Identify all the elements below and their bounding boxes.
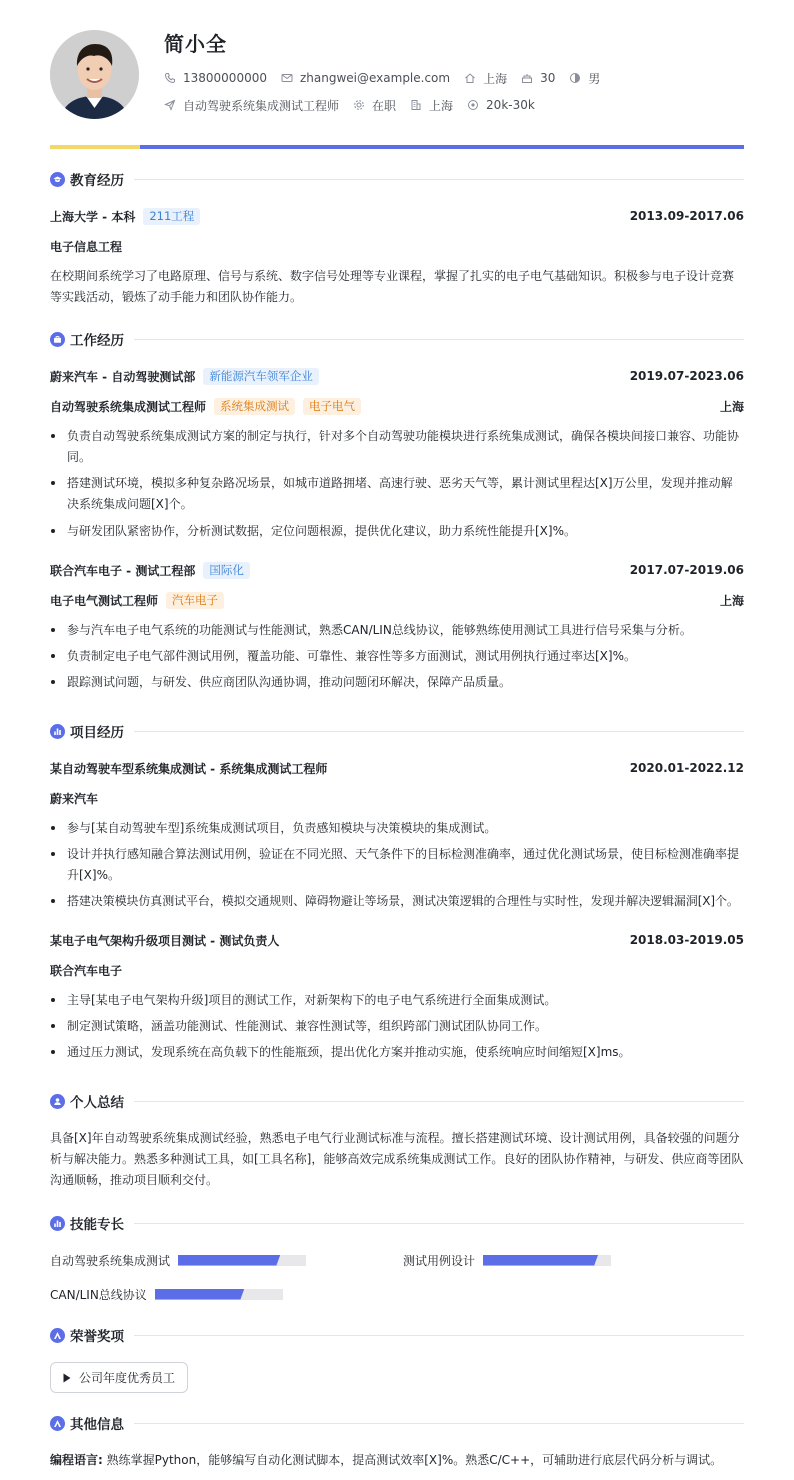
section-rule <box>134 1223 744 1224</box>
skill-bar-fill <box>178 1255 280 1266</box>
skill-item <box>50 1286 283 1302</box>
section-education <box>50 170 744 188</box>
send-icon <box>164 99 176 111</box>
contact-row <box>164 70 614 86</box>
avatar-photo <box>50 30 139 119</box>
phone-item <box>164 71 267 85</box>
project-0-header <box>50 759 744 777</box>
project-period: 2018.03-2019.05 <box>629 933 744 947</box>
gender-value: 男 <box>588 71 601 86</box>
skill-item <box>50 1252 306 1268</box>
work-bullet: 参与汽车电子电气系统的功能测试与性能测试，熟悉CAN/LIN总线协议，能够熟练使用测试工具进行信号采集与分析。 <box>50 620 744 641</box>
section-work <box>50 330 744 348</box>
age-value: 30 <box>540 71 556 85</box>
work-bullet: 负责制定电子电气部件测试用例，覆盖功能、可靠性、兼容性等多方面测试，测试用例执行通过率达[X]%。 <box>50 646 744 667</box>
school-name: 上海大学 - 本科 <box>50 209 136 224</box>
education-major-row <box>50 237 744 255</box>
work-bullet: 跟踪测试问题，与研发、供应商团队沟通协调，推动问题闭环解决，保障产品质量。 <box>50 672 744 693</box>
project-0-org-row <box>50 789 744 807</box>
section-rule <box>134 1423 744 1424</box>
play-icon <box>63 1373 71 1383</box>
project-bullet: 主导[某电子电气架构升级]项目的测试工作，对新架构下的电子电气系统进行全面集成测试。 <box>50 990 744 1011</box>
target-city-value: 上海 <box>429 98 454 113</box>
work-0-title-row <box>50 397 744 415</box>
project-name: 某自动驾驶车型系统集成测试 - 系统集成测试工程师 <box>50 761 328 776</box>
company-tag: 国际化 <box>203 562 250 579</box>
skill-bar-fill <box>483 1255 598 1266</box>
mail-icon <box>281 72 293 84</box>
age-item <box>521 71 555 85</box>
project-bullet: 设计并执行感知融合算法测试用例，验证在不同光照、天气条件下的目标检测准确率，通过优化测试场景，使目标检测准确率提升[X]%。 <box>50 844 744 886</box>
work-bullet: 与研发团队紧密协作，分析测试数据，定位问题根源，提供优化建议，助力系统性能提升[X]%。 <box>50 521 744 542</box>
section-rule <box>134 179 744 180</box>
project-org: 蔚来汽车 <box>50 791 99 806</box>
gender-item <box>569 70 600 87</box>
summary-text: 具备[X]年自动驾驶系统集成测试经验，熟悉电子电气行业测试标准与流程。擅长搭建测试环境、设计测试用例，具备较强的问题分析与解决能力。熟悉多种测试工具，如[工具名称]，能够高效完成系统集成测试工作。良好的团队协作精神，与研发、供应商等团队沟通顺畅，推动项目顺利交付。 <box>50 1131 744 1187</box>
graduation-cap-icon <box>50 172 65 187</box>
section-title: 荣誉奖项 <box>70 1329 124 1345</box>
education-description: 在校期间系统学习了电路原理、信号与系统、数字信号处理等专业课程，掌握了扎实的电子电气基础知识。积极参与电子设计竞赛等实践活动，锻炼了动手能力和团队协作能力。 <box>50 269 735 304</box>
award-icon <box>50 1328 65 1343</box>
status-item <box>353 97 396 114</box>
target-position-value: 自动驾驶系统集成测试工程师 <box>183 98 340 113</box>
job-title: 电子电气测试工程师 <box>50 593 159 608</box>
project-period: 2020.01-2022.12 <box>629 761 744 775</box>
work-bullet: 搭建测试环境，模拟多种复杂路况场景，如城市道路拥堵、高速行驶、恶劣天气等，累计测试里程达[X]万公里，发现并推动解决系统集成问题[X]个。 <box>50 473 744 515</box>
target-city-item <box>410 97 453 114</box>
section-title: 工作经历 <box>70 333 124 349</box>
work-1-header <box>50 561 744 579</box>
other-text: 熟练掌握Python，能够编写自动化测试脚本，提高测试效率[X]%。熟悉C/C++，可辅助进行底层代码分析与调试。 <box>106 1453 723 1467</box>
phone-icon <box>164 72 176 84</box>
email-value: zhangwei@example.com <box>299 71 451 85</box>
section-rule <box>134 339 744 340</box>
section-rule <box>134 731 744 732</box>
salary-item <box>467 98 535 112</box>
header-divider <box>50 145 744 149</box>
resume-page <box>50 0 744 1480</box>
major: 电子信息工程 <box>50 239 123 254</box>
section-title: 项目经历 <box>70 725 124 741</box>
skill-tag: 汽车电子 <box>166 592 224 609</box>
skill-name: 自动驾驶系统集成测试 <box>50 1253 171 1268</box>
divider-yellow <box>50 145 140 149</box>
settings-icon <box>353 99 365 111</box>
skill-tag: 系统集成测试 <box>214 398 295 415</box>
building-icon <box>410 99 422 111</box>
education-period: 2013.09-2017.06 <box>629 209 744 223</box>
bar-chart-icon <box>50 724 65 739</box>
education-header <box>50 207 744 225</box>
project-org: 联合汽车电子 <box>50 963 123 978</box>
briefcase-icon <box>50 332 65 347</box>
section-rule <box>134 1101 744 1102</box>
intention-row <box>164 97 549 113</box>
section-other <box>50 1414 744 1432</box>
job-title: 自动驾驶系统集成测试工程师 <box>50 399 207 414</box>
company-name: 蔚来汽车 - 自动驾驶测试部 <box>50 369 196 384</box>
other-label: 编程语言: <box>50 1453 103 1467</box>
project-bullet: 参与[某自动驾驶车型]系统集成测试项目，负责感知模块与决策模块的集成测试。 <box>50 818 744 839</box>
email-item <box>281 71 450 85</box>
divider-blue <box>140 145 744 149</box>
project-bullet: 制定测试策略，涵盖功能测试、性能测试、兼容性测试等，组织跨部门测试团队协同工作。 <box>50 1016 744 1037</box>
cake-icon <box>521 72 533 84</box>
salary-value: 20k-30k <box>486 98 535 112</box>
project-bullet: 通过压力测试，发现系统在高负载下的性能瓶颈，提出优化方案并推动实施，使系统响应时间缩短[X]ms。 <box>50 1042 744 1063</box>
work-1-title-row <box>50 591 744 609</box>
skill-bar <box>178 1255 306 1266</box>
project-bullet: 搭建决策模块仿真测试平台，模拟交通规则、障碍物避让等场景，测试决策逻辑的合理性与实时性，发现并解决逻辑漏洞[X]个。 <box>50 891 744 912</box>
skill-name: 测试用例设计 <box>403 1253 476 1268</box>
avatar <box>50 30 139 119</box>
candidate-name: 简小全 <box>164 32 227 56</box>
school-tag: 211工程 <box>143 208 200 225</box>
other-info <box>50 1450 744 1471</box>
skill-tag: 电子电气 <box>303 398 361 415</box>
work-period: 2017.07-2019.06 <box>629 563 744 577</box>
section-title: 技能专长 <box>70 1217 124 1233</box>
work-period: 2019.07-2023.06 <box>629 369 744 383</box>
section-title: 教育经历 <box>70 173 124 189</box>
bar-chart-icon <box>50 1216 65 1231</box>
salary-icon <box>467 99 479 111</box>
location-value: 上海 <box>483 71 508 86</box>
award-icon <box>50 1416 65 1431</box>
company-tag: 新能源汽车领军企业 <box>203 368 319 385</box>
work-bullet: 负责自动驾驶系统集成测试方案的制定与执行，针对多个自动驾驶功能模块进行系统集成测试，确保各模块间接口兼容、功能协同。 <box>50 426 744 468</box>
location-item <box>464 70 507 87</box>
work-city: 上海 <box>719 593 744 608</box>
section-rule <box>134 1335 744 1336</box>
section-summary <box>50 1092 744 1110</box>
award-label: 公司年度优秀员工 <box>79 1371 176 1385</box>
skill-bar <box>483 1255 611 1266</box>
section-skills <box>50 1214 744 1232</box>
award-item <box>50 1362 188 1393</box>
section-title: 其他信息 <box>70 1417 124 1433</box>
project-1-org-row <box>50 961 744 979</box>
project-name: 某电子电气架构升级项目测试 - 测试负责人 <box>50 933 280 948</box>
company-name: 联合汽车电子 - 测试工程部 <box>50 563 196 578</box>
section-projects <box>50 722 744 740</box>
skill-bar <box>155 1289 283 1300</box>
section-awards <box>50 1326 744 1344</box>
section-title: 个人总结 <box>70 1095 124 1111</box>
gender-icon <box>569 72 581 84</box>
phone-value: 13800000000 <box>183 71 267 85</box>
skill-item <box>403 1252 611 1268</box>
skill-name: CAN/LIN总线协议 <box>50 1287 147 1302</box>
status-value: 在职 <box>372 98 397 113</box>
work-0-header <box>50 367 744 385</box>
home-icon <box>464 72 476 84</box>
target-position-item <box>164 97 339 114</box>
work-city: 上海 <box>719 399 744 414</box>
skill-bar-fill <box>155 1289 245 1300</box>
project-1-header <box>50 931 744 949</box>
user-icon <box>50 1094 65 1109</box>
